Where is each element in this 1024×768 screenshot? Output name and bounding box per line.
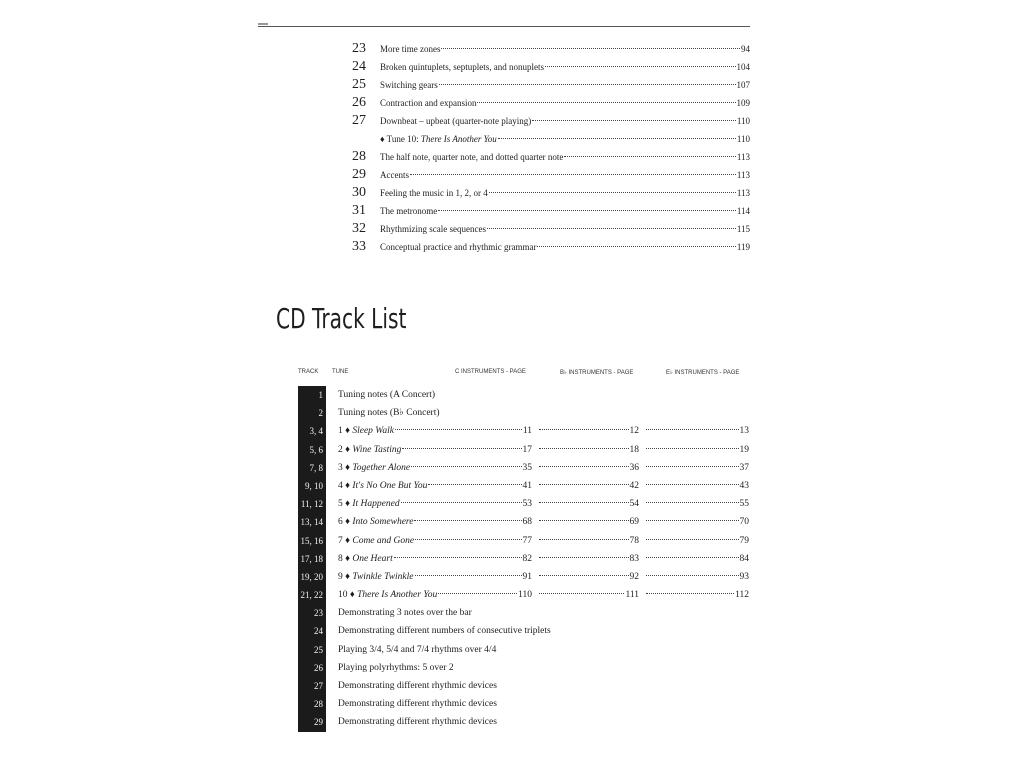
tune-cell <box>338 495 532 513</box>
track-description: Demonstrating different numbers of consecutive triplets <box>338 626 551 637</box>
section-title: CD Track List <box>276 302 407 335</box>
tune-title: There Is Another You <box>357 590 438 601</box>
track-row <box>298 532 752 550</box>
chapter-title-text: ♦ Tune 10: <box>380 134 421 144</box>
eb-page-cell <box>645 532 749 550</box>
dot-leader <box>402 448 521 449</box>
track-row <box>298 586 752 604</box>
tune-title: Come and Gone <box>352 535 415 546</box>
dot-leader <box>539 448 629 449</box>
tune-title: Into Somewhere <box>352 517 414 528</box>
tune-number: 3 ♦ <box>338 462 353 473</box>
chapter-number: 24 <box>352 59 366 74</box>
chapter-number: 33 <box>352 239 366 254</box>
contents-list <box>340 40 750 256</box>
tune-label <box>338 495 400 513</box>
chapter-number: 31 <box>352 203 366 218</box>
chapter-title <box>380 148 563 166</box>
tune-number: 10 ♦ <box>338 590 358 601</box>
dot-leader <box>441 48 740 49</box>
dot-leader <box>539 539 629 540</box>
dot-leader <box>438 593 517 594</box>
track-description: Playing 3/4, 5/4 and 7/4 rhythms over 4/4 <box>338 644 497 655</box>
track-description: Demonstrating different rhythmic devices <box>338 717 497 728</box>
chapter-number: 30 <box>352 185 366 200</box>
dot-leader <box>545 66 736 67</box>
contents-row <box>340 40 750 58</box>
dot-leader <box>487 228 736 229</box>
bb-page-cell <box>538 459 639 477</box>
eb-instrument-page: 13 <box>739 426 749 437</box>
dot-leader <box>646 484 739 485</box>
eb-instrument-page: 93 <box>739 571 749 582</box>
chapter-number: 23 <box>352 41 366 56</box>
chapter-title-text: The metronome <box>380 206 438 216</box>
track-number: 25 <box>298 641 326 659</box>
bb-instrument-page: 36 <box>629 462 639 473</box>
track-row <box>298 459 752 477</box>
c-instrument-page: 17 <box>522 444 532 455</box>
dot-leader <box>395 429 522 430</box>
tune-number: 4 ♦ <box>338 480 353 491</box>
contents-entry <box>380 184 750 202</box>
bb-instrument-page: 18 <box>629 444 639 455</box>
dot-leader <box>646 593 734 594</box>
tune-label <box>338 568 414 586</box>
header-track: TRACK <box>298 369 319 375</box>
c-instrument-page: 35 <box>522 462 532 473</box>
c-instrument-page: 110 <box>518 590 532 601</box>
track-number: 7, 8 <box>298 459 326 477</box>
chapter-title <box>380 166 409 184</box>
eb-page-cell <box>645 586 749 604</box>
contents-row <box>340 76 750 94</box>
bb-page-cell <box>538 550 639 568</box>
chapter-title-text: Broken quintuplets, septuplets, and nonuplets <box>380 62 544 72</box>
tune-cell <box>338 568 532 586</box>
track-list <box>298 386 752 732</box>
contents-row <box>340 220 750 238</box>
tune-title: Wine Tasting <box>352 444 402 455</box>
bb-instrument-page: 83 <box>629 553 639 564</box>
tune-cell <box>338 441 532 459</box>
track-number: 2 <box>298 404 326 422</box>
eb-instrument-page: 84 <box>739 553 749 564</box>
bb-page-cell <box>538 441 639 459</box>
contents-entry <box>380 166 750 184</box>
chapter-title <box>380 112 531 130</box>
chapter-title <box>380 94 476 112</box>
chapter-page: 114 <box>736 206 750 216</box>
eb-page-cell <box>645 459 749 477</box>
chapter-title <box>380 238 536 256</box>
c-instrument-page: 68 <box>522 517 532 528</box>
dot-leader <box>415 539 521 540</box>
track-row <box>298 604 752 622</box>
contents-row <box>340 130 750 148</box>
bb-instrument-page: 12 <box>629 426 639 437</box>
contents-entry <box>380 148 750 166</box>
chapter-title-text: Conceptual practice and rhythmic grammar <box>380 242 537 252</box>
tune-title: One Heart <box>352 553 393 564</box>
eb-instrument-page: 43 <box>739 480 749 491</box>
tune-title: It's No One But You <box>352 480 428 491</box>
dot-leader <box>539 484 629 485</box>
contents-row <box>340 94 750 112</box>
eb-page-cell <box>645 513 749 531</box>
dot-leader <box>438 210 736 211</box>
track-number: 5, 6 <box>298 441 326 459</box>
track-row <box>298 422 752 440</box>
dot-leader <box>646 429 739 430</box>
track-description: Tuning notes (A Concert) <box>338 390 436 400</box>
dot-leader <box>564 156 735 157</box>
chapter-page: 109 <box>736 98 750 108</box>
dot-leader <box>498 138 736 139</box>
dot-leader <box>539 593 624 594</box>
chapter-title <box>380 40 440 58</box>
track-number: 15, 16 <box>298 532 326 550</box>
bb-page-cell <box>538 495 639 513</box>
track-table-header <box>298 369 750 381</box>
tune-label <box>338 441 401 459</box>
eb-page-cell <box>645 441 749 459</box>
tune-cell <box>338 422 532 440</box>
bb-instrument-page: 69 <box>629 517 639 528</box>
dot-leader <box>539 575 629 576</box>
contents-entry <box>380 202 750 220</box>
track-number: 17, 18 <box>298 550 326 568</box>
tune-number: 1 ♦ <box>338 426 353 437</box>
tune-number: 5 ♦ <box>338 499 353 510</box>
chapter-page: 107 <box>736 80 750 90</box>
bb-page-cell <box>538 532 639 550</box>
track-description: Demonstrating different rhythmic devices <box>338 699 497 710</box>
tune-cell <box>338 550 532 568</box>
track-row <box>298 477 752 495</box>
contents-row <box>340 58 750 76</box>
chapter-title <box>380 76 438 94</box>
tune-label <box>338 459 410 477</box>
tune-label <box>338 586 437 604</box>
tune-number: 8 ♦ <box>338 553 353 564</box>
bb-page-cell <box>538 477 639 495</box>
contents-row <box>340 202 750 220</box>
dot-leader <box>646 557 739 558</box>
chapter-title <box>380 202 437 220</box>
track-number: 27 <box>298 677 326 695</box>
chapter-title <box>380 220 486 238</box>
contents-entry <box>380 130 750 148</box>
tune-title: Twinkle Twinkle <box>352 571 414 582</box>
bb-instrument-page: 78 <box>629 535 639 546</box>
bb-instrument-page: 92 <box>629 571 639 582</box>
track-row <box>298 659 752 677</box>
dot-leader <box>646 539 739 540</box>
track-row <box>298 386 752 404</box>
chapter-title-text: Downbeat – upbeat (quarter-note playing) <box>380 116 532 126</box>
chapter-page: 110 <box>736 116 750 126</box>
track-description: Tuning notes (B♭ Concert) <box>338 408 440 419</box>
chapter-number: 25 <box>352 77 366 92</box>
dot-leader <box>646 448 739 449</box>
track-description: Demonstrating different rhythmic devices <box>338 681 497 691</box>
dot-leader <box>394 557 522 558</box>
eb-instrument-page: 112 <box>735 590 749 601</box>
eb-instrument-page: 19 <box>739 444 749 455</box>
bb-page-cell <box>538 513 639 531</box>
chapter-page: 94 <box>741 44 750 54</box>
track-description: Playing polyrhythms: 5 over 2 <box>338 662 454 673</box>
contents-entry <box>380 76 750 94</box>
dot-leader <box>539 466 629 467</box>
track-number: 28 <box>298 695 326 713</box>
track-number: 21, 22 <box>298 586 326 604</box>
track-description: Demonstrating 3 notes over the bar <box>338 608 472 619</box>
dot-leader <box>539 520 629 521</box>
tune-label <box>338 513 413 531</box>
dot-leader <box>539 557 629 558</box>
tune-cell <box>338 532 532 550</box>
dot-leader <box>532 120 736 121</box>
c-instrument-page: 77 <box>522 535 532 546</box>
track-row <box>298 622 752 640</box>
dot-leader <box>415 575 522 576</box>
track-number: 23 <box>298 604 326 622</box>
dot-leader <box>646 575 739 576</box>
chapter-number: 29 <box>352 167 366 182</box>
track-row <box>298 441 752 459</box>
chapter-title-text: Contraction and expansion <box>380 98 477 108</box>
chapter-number: 26 <box>352 95 366 110</box>
track-row <box>298 677 752 695</box>
chapter-number: 27 <box>352 113 366 128</box>
contents-entry <box>380 40 750 58</box>
c-instrument-page: 82 <box>522 553 532 564</box>
eb-instrument-page: 55 <box>739 499 749 510</box>
dot-leader <box>410 174 736 175</box>
chapter-page: 113 <box>736 188 750 198</box>
chapter-page: 104 <box>736 62 750 72</box>
tune-number: 9 ♦ <box>338 571 353 582</box>
track-number: 11, 12 <box>298 495 326 513</box>
header-tick <box>258 23 268 25</box>
eb-page-cell <box>645 495 749 513</box>
eb-page-cell <box>645 422 749 440</box>
chapter-page: 113 <box>736 170 750 180</box>
tune-cell <box>338 586 532 604</box>
contents-entry <box>380 220 750 238</box>
dot-leader <box>646 502 739 503</box>
eb-page-cell <box>645 550 749 568</box>
header-bb-instruments: B♭ INSTRUMENTS - PAGE <box>560 370 634 376</box>
chapter-title-text: More time zones <box>380 44 441 54</box>
header-c-instruments: C INSTRUMENTS - PAGE <box>455 369 526 375</box>
contents-entry <box>380 238 750 256</box>
dot-leader <box>646 466 739 467</box>
chapter-title <box>380 184 488 202</box>
tune-number: 2 ♦ <box>338 444 353 455</box>
c-instrument-page: 41 <box>522 480 532 491</box>
dot-leader <box>537 246 735 247</box>
tune-cell <box>338 459 532 477</box>
chapter-title <box>380 58 544 76</box>
track-number: 3, 4 <box>298 422 326 440</box>
tune-number: 6 ♦ <box>338 517 353 528</box>
eb-page-cell <box>645 568 749 586</box>
c-instrument-page: 11 <box>522 426 532 437</box>
track-number: 13, 14 <box>298 513 326 531</box>
dot-leader <box>428 484 521 485</box>
dot-leader <box>439 84 736 85</box>
tune-label <box>338 550 393 568</box>
contents-row <box>340 166 750 184</box>
chapter-title-italic: There Is Another You <box>420 134 497 144</box>
track-number: 19, 20 <box>298 568 326 586</box>
track-row <box>298 695 752 713</box>
contents-row <box>340 184 750 202</box>
eb-instrument-page: 79 <box>739 535 749 546</box>
header-tune: TUNE <box>332 369 349 375</box>
chapter-title-text: The half note, quarter note, and dotted quarter note <box>380 152 564 162</box>
c-instrument-page: 91 <box>522 571 532 582</box>
track-row <box>298 513 752 531</box>
dot-leader <box>401 502 522 503</box>
dot-leader <box>477 102 735 103</box>
chapter-page: 110 <box>736 134 750 144</box>
chapter-number: 28 <box>352 149 366 164</box>
dot-leader <box>539 502 629 503</box>
eb-instrument-page: 37 <box>739 462 749 473</box>
bb-page-cell <box>538 422 639 440</box>
tune-cell <box>338 513 532 531</box>
header-rule <box>258 26 750 27</box>
contents-row <box>340 112 750 130</box>
chapter-page: 113 <box>736 152 750 162</box>
track-number: 29 <box>298 713 326 731</box>
tune-label <box>338 477 427 495</box>
track-row <box>298 713 752 731</box>
tune-cell <box>338 477 532 495</box>
tune-title: It Happened <box>352 499 400 510</box>
track-number: 26 <box>298 659 326 677</box>
bb-instrument-page: 111 <box>625 590 639 601</box>
bb-instrument-page: 54 <box>629 499 639 510</box>
c-instrument-page: 53 <box>522 499 532 510</box>
contents-entry <box>380 112 750 130</box>
track-row <box>298 404 752 422</box>
chapter-title-text: Accents <box>380 170 409 180</box>
dot-leader <box>489 192 736 193</box>
eb-page-cell <box>645 477 749 495</box>
chapter-title <box>380 130 497 148</box>
header-eb-instruments: E♭ INSTRUMENTS - PAGE <box>666 370 740 376</box>
contents-row <box>340 238 750 256</box>
track-number: 24 <box>298 622 326 640</box>
chapter-title-text: Feeling the music in 1, 2, or 4 <box>380 188 488 198</box>
chapter-title-text: Rhythmizing scale sequences <box>380 224 486 234</box>
track-number: 9, 10 <box>298 477 326 495</box>
tune-label <box>338 532 414 550</box>
tune-number: 7 ♦ <box>338 535 353 546</box>
bb-page-cell <box>538 568 639 586</box>
dot-leader <box>414 520 521 521</box>
tune-title: Sleep Walk <box>352 426 394 437</box>
dot-leader <box>411 466 521 467</box>
track-row <box>298 641 752 659</box>
track-number: 1 <box>298 386 326 404</box>
dot-leader <box>646 520 739 521</box>
bb-page-cell <box>538 586 639 604</box>
track-row <box>298 568 752 586</box>
contents-row <box>340 148 750 166</box>
bb-instrument-page: 42 <box>629 480 639 491</box>
eb-instrument-page: 70 <box>739 517 749 528</box>
contents-entry <box>380 94 750 112</box>
contents-entry <box>380 58 750 76</box>
chapter-title-text: Switching gears <box>380 80 438 90</box>
tune-label <box>338 422 394 440</box>
chapter-number: 32 <box>352 221 366 236</box>
tune-title: Together Alone <box>352 462 411 473</box>
dot-leader <box>539 429 629 430</box>
chapter-page: 115 <box>736 224 750 234</box>
track-row <box>298 495 752 513</box>
chapter-page: 119 <box>736 242 750 252</box>
track-row <box>298 550 752 568</box>
